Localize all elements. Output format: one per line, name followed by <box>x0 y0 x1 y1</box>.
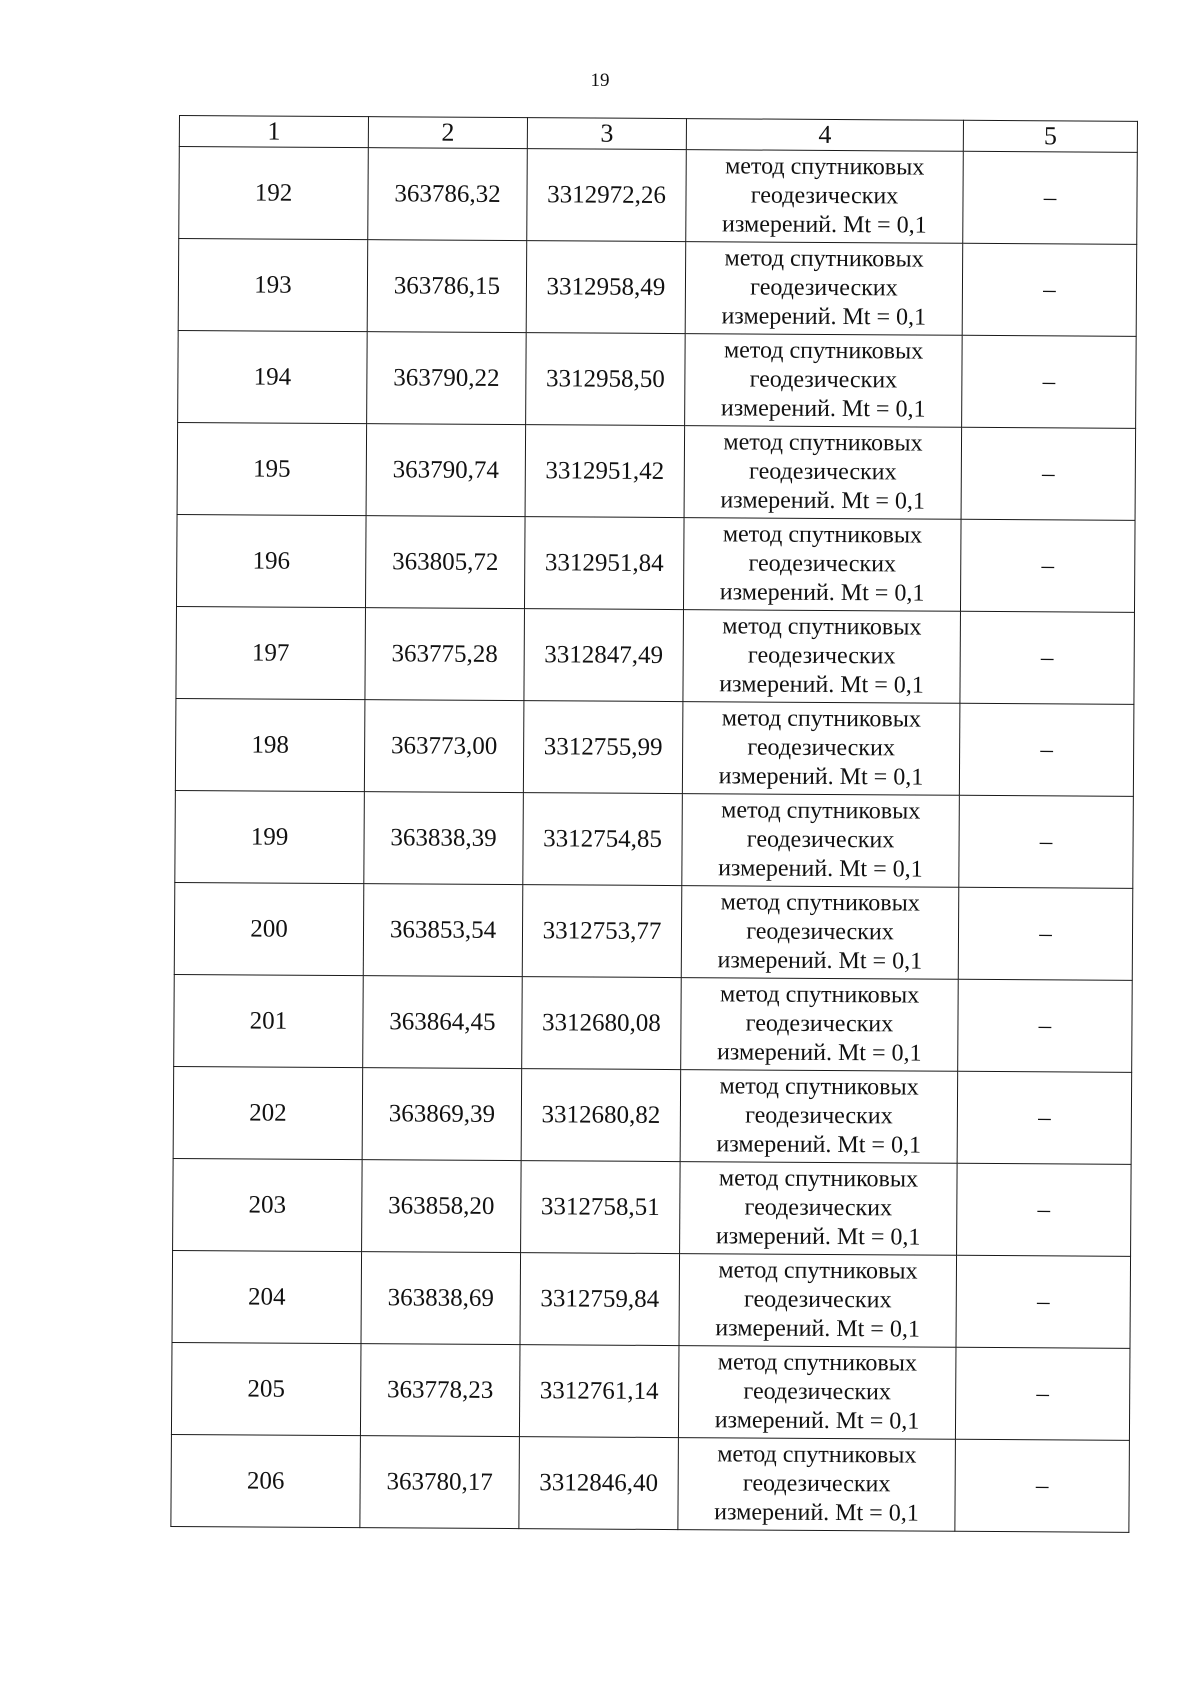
note-cell: – <box>958 887 1133 980</box>
table-row <box>178 239 1137 337</box>
method-text-line: измерений. Mt = 0,1 <box>721 303 927 331</box>
note-cell: – <box>962 335 1137 428</box>
table-row <box>173 1158 1132 1256</box>
point-number-cell: 199 <box>175 790 365 883</box>
note-cell: – <box>955 1347 1130 1440</box>
table-row <box>171 1434 1130 1532</box>
x-coordinate-cell: 363869,39 <box>362 1068 522 1161</box>
method-cell <box>680 1070 958 1164</box>
method-text-line: геодезических <box>749 458 897 486</box>
method-text-line: измерений. Mt = 0,1 <box>718 763 924 791</box>
method-text-line: геодезических <box>749 366 898 394</box>
table-row <box>176 514 1135 612</box>
x-coordinate-cell: 363838,69 <box>361 1252 521 1345</box>
method-cell <box>681 886 959 980</box>
method-text-line: метод спутниковых <box>719 981 920 1009</box>
method-text-line: метод спутниковых <box>717 1349 918 1377</box>
x-coordinate-cell: 363790,22 <box>367 332 527 425</box>
method-text-line: измерений. Mt = 0,1 <box>719 579 925 607</box>
method-cell <box>685 242 963 336</box>
method-cell <box>682 702 960 796</box>
point-number-cell: 201 <box>174 974 364 1067</box>
point-number-cell: 194 <box>178 330 368 423</box>
table-row <box>178 330 1137 428</box>
column-header-4: 4 <box>686 119 963 152</box>
method-text-line: геодезических <box>744 1194 893 1222</box>
method-text-line: геодезических <box>746 918 894 946</box>
y-coordinate-cell: 3312958,49 <box>526 241 686 334</box>
y-coordinate-cell: 3312846,40 <box>519 1437 679 1530</box>
y-coordinate-cell: 3312958,50 <box>526 333 686 426</box>
note-cell: – <box>959 703 1134 796</box>
x-coordinate-cell: 363790,74 <box>366 424 526 517</box>
method-text-line: метод спутниковых <box>722 521 923 549</box>
method-text-line: измерений. Mt = 0,1 <box>721 211 927 239</box>
table-row <box>174 974 1133 1072</box>
page-number: 19 <box>590 70 610 91</box>
method-cell <box>678 1438 956 1532</box>
y-coordinate-cell: 3312753,77 <box>522 885 682 978</box>
point-number-cell: 197 <box>176 606 366 699</box>
table-body <box>171 147 1137 1533</box>
y-coordinate-cell: 3312972,26 <box>527 149 687 242</box>
column-header-2: 2 <box>368 117 527 149</box>
method-text-line: метод спутниковых <box>721 797 921 825</box>
method-text-line: измерений. Mt = 0,1 <box>720 395 926 423</box>
note-cell: – <box>963 151 1138 244</box>
method-text-line: метод спутниковых <box>718 1165 919 1193</box>
y-coordinate-cell: 3312754,85 <box>523 793 683 886</box>
method-text-line: метод спутниковых <box>724 245 924 273</box>
point-number-cell: 195 <box>177 422 367 515</box>
x-coordinate-cell: 363838,39 <box>364 792 524 885</box>
method-text-line: метод спутниковых <box>721 705 921 733</box>
method-cell <box>679 1254 957 1348</box>
method-cell <box>682 794 960 888</box>
x-coordinate-cell: 363773,00 <box>364 700 524 793</box>
column-header-1: 1 <box>179 116 368 148</box>
method-cell <box>686 150 964 244</box>
x-coordinate-cell: 363805,72 <box>365 516 525 609</box>
method-text-line: измерений. Mt = 0,1 <box>716 1039 922 1067</box>
table-row <box>175 790 1134 888</box>
method-cell <box>683 610 961 704</box>
note-cell: – <box>956 1255 1131 1348</box>
method-text-line: геодезических <box>746 826 895 854</box>
method-text-line: измерений. Mt = 0,1 <box>714 1407 920 1435</box>
table-row <box>179 147 1138 245</box>
table-row <box>176 606 1135 704</box>
point-number-cell: 203 <box>173 1158 363 1251</box>
x-coordinate-cell: 363853,54 <box>363 884 523 977</box>
note-cell: – <box>962 243 1137 336</box>
method-text-line: измерений. Mt = 0,1 <box>718 855 923 883</box>
point-number-cell: 196 <box>176 514 366 607</box>
method-text-line: измерений. Mt = 0,1 <box>720 487 926 515</box>
y-coordinate-cell: 3312758,51 <box>521 1161 681 1254</box>
y-coordinate-cell: 3312680,82 <box>521 1069 681 1162</box>
method-text-line: измерений. Mt = 0,1 <box>715 1223 921 1251</box>
method-text-line: геодезических <box>745 1010 894 1038</box>
note-cell: – <box>960 519 1135 612</box>
point-number-cell: 206 <box>171 1434 361 1527</box>
method-text-line: геодезических <box>747 642 896 670</box>
point-number-cell: 204 <box>172 1250 362 1343</box>
method-text-line: геодезических <box>745 1102 893 1130</box>
note-cell: – <box>961 427 1136 520</box>
method-text-line: измерений. Mt = 0,1 <box>717 947 923 975</box>
method-text-line: геодезических <box>743 1378 892 1406</box>
note-cell: – <box>957 1163 1132 1256</box>
x-coordinate-cell: 363780,17 <box>360 1436 520 1529</box>
method-text-line: измерений. Mt = 0,1 <box>716 1131 922 1159</box>
point-number-cell: 193 <box>178 239 368 332</box>
method-text-line: метод спутниковых <box>723 429 923 457</box>
table-row <box>175 698 1134 796</box>
x-coordinate-cell: 363864,45 <box>363 976 523 1069</box>
y-coordinate-cell: 3312755,99 <box>523 701 683 794</box>
method-text-line: геодезических <box>750 182 899 210</box>
method-text-line: геодезических <box>750 274 898 302</box>
table-row <box>174 882 1133 980</box>
table-row <box>173 1066 1132 1164</box>
note-cell: – <box>958 979 1133 1072</box>
method-text-line: метод спутниковых <box>723 337 924 365</box>
x-coordinate-cell: 363786,15 <box>367 240 527 333</box>
x-coordinate-cell: 363778,23 <box>360 1344 520 1437</box>
y-coordinate-cell: 3312759,84 <box>520 1253 680 1346</box>
method-text-line: метод спутниковых <box>722 613 922 641</box>
table-row <box>172 1250 1131 1348</box>
method-text-line: метод спутниковых <box>720 889 920 917</box>
table-row <box>171 1342 1130 1440</box>
y-coordinate-cell: 3312761,14 <box>519 1345 679 1438</box>
method-text-line: геодезических <box>743 1286 892 1314</box>
table-row <box>177 422 1136 520</box>
method-text-line: метод спутниковых <box>718 1257 918 1285</box>
y-coordinate-cell: 3312680,08 <box>522 977 682 1070</box>
point-number-cell: 202 <box>173 1066 363 1159</box>
column-header-3: 3 <box>527 118 686 150</box>
method-text-line: измерений. Mt = 0,1 <box>715 1315 920 1343</box>
method-cell <box>684 426 962 520</box>
point-number-cell: 198 <box>175 698 365 791</box>
method-text-line: геодезических <box>748 550 897 578</box>
y-coordinate-cell: 3312847,49 <box>524 609 684 702</box>
column-header-5: 5 <box>963 120 1137 152</box>
method-text-line: метод спутниковых <box>725 153 925 181</box>
point-number-cell: 205 <box>171 1342 361 1435</box>
x-coordinate-cell: 363858,20 <box>362 1160 522 1253</box>
method-cell <box>678 1346 956 1440</box>
note-cell: – <box>959 795 1134 888</box>
method-text-line: измерений. Mt = 0,1 <box>714 1499 919 1527</box>
method-cell <box>683 518 961 612</box>
point-number-cell: 192 <box>179 147 369 240</box>
x-coordinate-cell: 363786,32 <box>368 148 528 241</box>
method-text-line: геодезических <box>742 1470 891 1498</box>
coordinates-table <box>170 115 1138 1533</box>
method-text-line: метод спутниковых <box>717 1441 917 1469</box>
method-cell <box>681 978 959 1072</box>
y-coordinate-cell: 3312951,42 <box>525 425 685 518</box>
method-text-line: геодезических <box>747 734 895 762</box>
note-cell: – <box>955 1439 1130 1532</box>
note-cell: – <box>957 1071 1132 1164</box>
x-coordinate-cell: 363775,28 <box>365 608 525 701</box>
method-cell <box>680 1162 958 1256</box>
point-number-cell: 200 <box>174 882 364 975</box>
note-cell: – <box>960 611 1135 704</box>
method-text-line: метод спутниковых <box>719 1073 919 1101</box>
method-cell <box>685 334 963 428</box>
y-coordinate-cell: 3312951,84 <box>524 517 684 610</box>
method-text-line: измерений. Mt = 0,1 <box>719 671 924 699</box>
